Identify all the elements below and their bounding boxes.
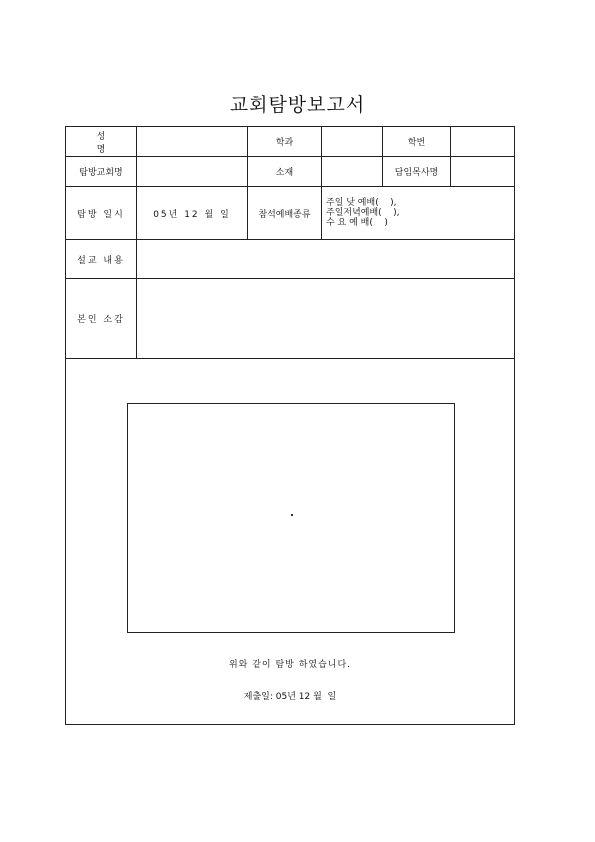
student-id-field[interactable]: [451, 127, 515, 157]
pastor-field[interactable]: [451, 157, 515, 187]
photo-box[interactable]: [127, 403, 455, 633]
report-form: [65, 126, 515, 725]
worship-type-label: 참석예배종류: [248, 187, 322, 240]
impression-field[interactable]: [137, 279, 515, 359]
pastor-label: 담임목사명: [383, 157, 451, 187]
church-name-label: 탐방교회명: [66, 157, 137, 187]
worship-type-list[interactable]: [322, 187, 515, 240]
submission-date-text: 제출일: 05년 12 월 일: [243, 692, 337, 702]
sermon-field[interactable]: [137, 240, 515, 279]
submission-date: [66, 689, 514, 702]
photo-section: [66, 359, 515, 725]
visit-date-label: 탐방 일시: [66, 187, 137, 240]
impression-label: 본인 소감: [66, 279, 137, 359]
department-label: 학과: [248, 127, 322, 157]
confirmation-text: 위와 같이 탐방 하였습니다.: [228, 660, 352, 670]
department-field[interactable]: [322, 127, 383, 157]
worship-type-item: 주일 낮 예배( ),: [326, 198, 397, 208]
location-label: 소재: [248, 157, 322, 187]
student-id-label: 학번: [383, 127, 451, 157]
worship-type-item: 수 요 예 배( ): [326, 218, 388, 228]
church-name-field[interactable]: [137, 157, 248, 187]
photo-mark: [291, 514, 293, 516]
name-label: 성 명: [66, 127, 137, 157]
document-title: 교회탐방보고서: [229, 94, 366, 116]
worship-type-item: 주일저녁예배( ),: [326, 208, 400, 218]
location-field[interactable]: [322, 157, 383, 187]
visit-date-field[interactable]: 05년 12 월 일: [137, 187, 248, 240]
name-field[interactable]: [137, 127, 248, 157]
sermon-label: 설교 내용: [66, 240, 137, 279]
